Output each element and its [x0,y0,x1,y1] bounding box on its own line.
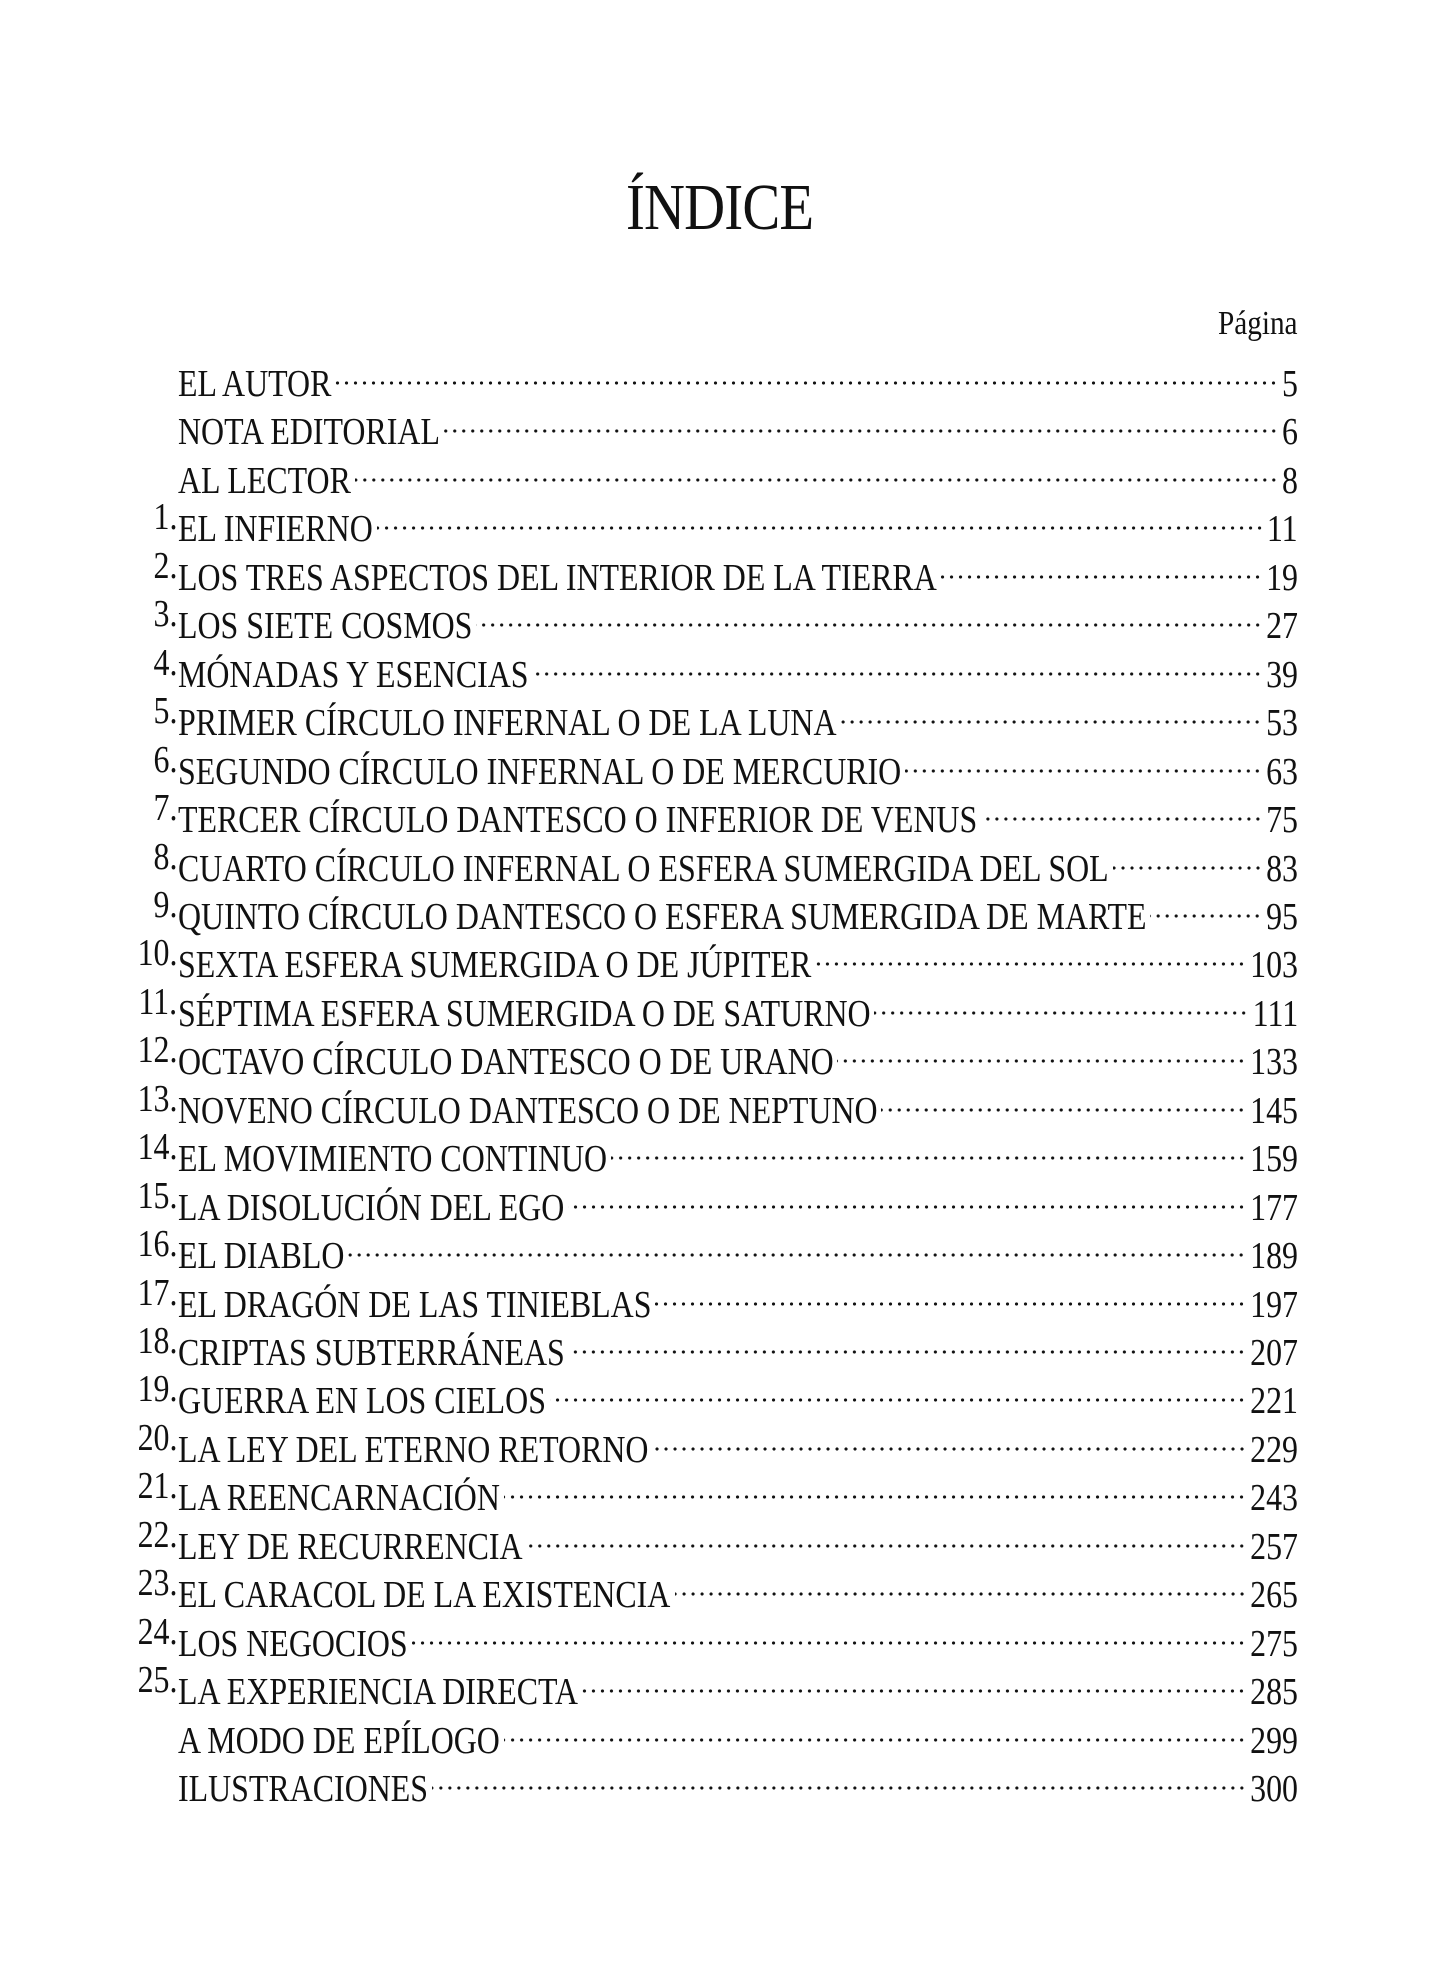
toc-entry-line [178,784,1298,842]
toc-entry[interactable] [0,396,1439,454]
toc-entry-page-number: 145 [1250,1089,1298,1132]
dot-leader [335,348,1278,396]
toc-entry[interactable] [0,1608,1439,1665]
toc-entry-page-number: 39 [1266,653,1298,696]
toc-entry-page-number: 299 [1250,1719,1298,1762]
toc-entry-title: LA REENCARNACIÓN [178,1477,500,1520]
toc-entry[interactable] [0,1753,1439,1811]
dot-leader [444,396,1278,444]
toc-entry-number: 11. [138,980,177,1023]
toc-entry-number: 2. [153,544,177,587]
dot-leader [568,1172,1246,1220]
toc-entry[interactable] [0,1026,1439,1084]
toc-entry-title: CUARTO CÍRCULO INFERNAL O ESFERA SUMERGIDA DEL SOL [178,847,1109,890]
toc-entry-line [178,445,1298,502]
toc-entry-page-number: 8 [1282,459,1298,502]
toc-entry[interactable] [0,590,1439,648]
toc-entry-number: 24. [137,1610,177,1653]
dot-leader [815,929,1246,977]
toc-entry-title: ILUSTRACIONES [178,1768,429,1811]
page-title: ÍNDICE [625,171,814,244]
toc-entry[interactable] [0,1123,1439,1181]
toc-entry-title: EL DIABLO [178,1235,345,1278]
toc-entry-title: LOS NEGOCIOS [178,1622,408,1665]
toc-entry[interactable] [0,881,1439,938]
toc-entry-title: QUINTO CÍRCULO DANTESCO O ESFERA SUMERGIDA DE MARTE [178,895,1147,938]
toc-entry-title: NOVENO CÍRCULO DANTESCO O DE NEPTUNO [178,1089,878,1132]
toc-entry-number: 1. [153,496,177,539]
toc-entry-page-number: 189 [1250,1235,1298,1278]
toc-entry-page-number: 275 [1250,1622,1298,1665]
toc-entry-line [178,1123,1298,1181]
dot-leader [881,1075,1246,1123]
toc-entry-line [178,1511,1298,1568]
toc-entry-title: SEXTA ESFERA SUMERGIDA O DE JÚPITER [178,944,812,987]
dot-leader [653,1414,1247,1462]
toc-entry-page-number: 27 [1266,605,1298,648]
toc-entry[interactable] [0,978,1439,1035]
toc-entry[interactable] [0,736,1439,793]
toc-entry-title: LA DISOLUCIÓN DEL EGO [178,1186,565,1229]
toc-entry-page-number: 19 [1266,556,1298,599]
toc-entry-page-number: 300 [1250,1768,1298,1811]
toc-entry[interactable] [0,1220,1439,1278]
toc-entry-page-number: 265 [1250,1574,1298,1617]
toc-entry-number: 20. [137,1416,177,1459]
toc-entry-line [178,736,1298,793]
toc-entry-page-number: 133 [1250,1041,1298,1084]
toc-entry-title: EL MOVIMIENTO CONTINUO [178,1138,608,1181]
toc-entry-title: GUERRA EN LOS CIELOS [178,1380,546,1423]
toc-entry-page-number: 11 [1267,508,1298,551]
toc-entry-title: LOS TRES ASPECTOS DEL INTERIOR DE LA TIERRA [178,556,937,599]
toc-entry-line [178,493,1298,551]
dot-leader [569,1317,1246,1365]
toc-entry-page-number: 83 [1266,847,1298,890]
toc-entry-number: 16. [137,1223,177,1266]
toc-entry-number: 3. [153,593,177,636]
dot-leader [476,590,1262,638]
dot-leader [941,542,1262,590]
toc-entry-title: LA EXPERIENCIA DIRECTA [178,1671,578,1714]
toc-entry-page-number: 229 [1250,1428,1298,1471]
dot-leader [504,1462,1246,1510]
toc-entry-title: EL CARACOL DE LA EXISTENCIA [178,1574,671,1617]
toc-entry-line [178,348,1298,405]
toc-entry-title: MÓNADAS Y ESENCIAS [178,653,529,696]
toc-entry-title: NOTA EDITORIAL [178,411,440,454]
toc-entry-title: SÉPTIMA ESFERA SUMERGIDA O DE SATURNO [178,992,871,1035]
dot-leader [550,1365,1246,1413]
toc-entry-title: PRIMER CÍRCULO INFERNAL O DE LA LUNA [178,702,837,745]
toc-entry-number: 22. [137,1513,177,1556]
toc-entry-page-number: 5 [1282,363,1298,405]
dot-leader [840,687,1262,735]
toc-entry-title: TERCER CÍRCULO DANTESCO O INFERIOR DE VENUS [178,799,978,842]
toc-entry-page-number: 53 [1266,702,1298,745]
toc-entry-page-number: 177 [1250,1186,1298,1229]
dot-leader [533,639,1262,687]
toc-entry[interactable] [0,1705,1439,1762]
toc-entry-page-number: 159 [1250,1138,1298,1181]
toc-entry-line [178,833,1298,890]
toc-entry-title: EL DRAGÓN DE LAS TINIEBLAS [178,1283,652,1326]
dot-leader [355,445,1278,493]
toc-entry-line [178,978,1298,1035]
dot-leader [582,1656,1246,1704]
toc-entry-line [178,1365,1298,1423]
toc-entry-number: 18. [137,1320,177,1362]
toc-entry-line [178,1026,1298,1084]
dot-leader [655,1269,1246,1317]
dot-leader [675,1559,1247,1607]
toc-entry-number: 14. [137,1126,177,1169]
toc-entry-line [178,929,1298,987]
toc-entry-line [178,1462,1298,1520]
toc-entry-page-number: 63 [1266,750,1298,793]
toc-entry-title: EL AUTOR [178,363,332,405]
toc-entry-line [178,1559,1298,1617]
toc-entry-line [178,1269,1298,1326]
toc-entry[interactable] [0,639,1439,696]
toc-entry-number: 12. [137,1029,177,1072]
toc-entry-line [178,639,1298,696]
dot-leader [874,978,1248,1026]
toc-entry-title: EL INFIERNO [178,508,373,551]
toc-entry-line [178,1172,1298,1229]
toc-entry-line [178,1317,1298,1374]
toc-entry-title: OCTAVO CÍRCULO DANTESCO O DE URANO [178,1041,834,1084]
toc-entry-page-number: 257 [1250,1525,1298,1568]
toc-entry-line [178,590,1298,648]
toc-entry-number: 13. [137,1077,177,1120]
toc-entry[interactable] [0,1414,1439,1471]
toc-entry[interactable] [0,1511,1439,1568]
dot-leader [432,1753,1246,1801]
dot-leader [611,1123,1246,1171]
toc-entry-line [178,1608,1298,1665]
toc-entry-number: 10. [137,932,177,975]
toc-entry-title: AL LECTOR [178,459,351,502]
toc-entry-page-number: 221 [1250,1380,1298,1423]
toc-entry-title: LEY DE RECURRENCIA [178,1525,523,1568]
toc-entry-line [178,396,1298,454]
toc-entry[interactable] [0,687,1439,745]
toc-entry-line [178,1075,1298,1132]
toc-entry-page-number: 6 [1282,411,1298,454]
toc-entry[interactable] [0,1656,1439,1714]
toc-entry-number: 19. [137,1368,177,1411]
toc-entry-page-number: 111 [1252,992,1298,1035]
toc-entry[interactable] [0,1559,1439,1617]
toc-entry-line [178,1414,1298,1471]
toc-entry-number: 17. [137,1271,177,1314]
toc-entry-number: 5. [153,690,177,733]
toc-entry-page-number: 243 [1250,1477,1298,1520]
toc-entry[interactable] [0,1365,1439,1423]
dot-leader [527,1511,1246,1559]
toc-entry[interactable] [0,1269,1439,1326]
toc-entry[interactable] [0,929,1439,987]
toc-entry-number: 23. [137,1562,177,1605]
toc-entry-page-number: 207 [1250,1332,1298,1374]
toc-entry-number: 15. [137,1174,177,1217]
page-column-header: Página [1218,305,1298,342]
toc-entry-title: LA LEY DEL ETERNO RETORNO [178,1428,649,1471]
dot-leader [982,784,1262,832]
toc-entry-page-number: 197 [1250,1283,1298,1326]
toc-entry[interactable] [0,1172,1439,1229]
dot-leader [412,1608,1246,1656]
toc-entry-line [178,1220,1298,1278]
toc-entry-title: SEGUNDO CÍRCULO INFERNAL O DE MERCURIO [178,750,902,793]
dot-leader [1113,833,1263,881]
toc-entry[interactable] [0,445,1439,502]
toc-entry-line [178,687,1298,745]
toc-entry[interactable] [0,784,1439,842]
toc-entry-line [178,1705,1298,1762]
toc-entry[interactable] [0,348,1439,405]
toc-entry-title: LOS SIETE COSMOS [178,605,473,648]
toc-entry-page-number: 75 [1266,799,1298,842]
toc-entry-line [178,881,1298,938]
toc-entry[interactable] [0,1317,1439,1374]
toc-entry-page-number: 285 [1250,1671,1298,1714]
toc-entry-number: 7. [153,787,177,830]
toc-entry-line [178,1656,1298,1714]
dot-leader [377,493,1264,541]
toc-entry-page-number: 103 [1250,944,1298,987]
toc-entry-title: CRIPTAS SUBTERRÁNEAS [178,1332,565,1374]
dot-leader [905,736,1262,784]
toc-entry-number: 4. [153,641,177,684]
toc-entry[interactable] [0,542,1439,599]
dot-leader [504,1705,1246,1753]
toc-entry-line [178,1753,1298,1811]
dot-leader [1150,881,1262,929]
toc-entry-line [178,542,1298,599]
dot-leader [837,1026,1246,1074]
toc-entry-number: 8. [153,835,177,878]
dot-leader [348,1220,1246,1268]
toc-entry[interactable] [0,1075,1439,1132]
toc-entry[interactable] [0,833,1439,890]
toc-entry-number: 21. [137,1465,177,1508]
toc-entry[interactable] [0,1462,1439,1520]
toc-entry-title: A MODO DE EPÍLOGO [178,1719,500,1762]
toc-entry-number: 25. [137,1659,177,1702]
toc-entry-number: 9. [153,883,177,926]
toc-entry[interactable] [0,493,1439,551]
toc-entry-number: 6. [153,738,177,781]
toc-entry-page-number: 95 [1266,895,1298,938]
